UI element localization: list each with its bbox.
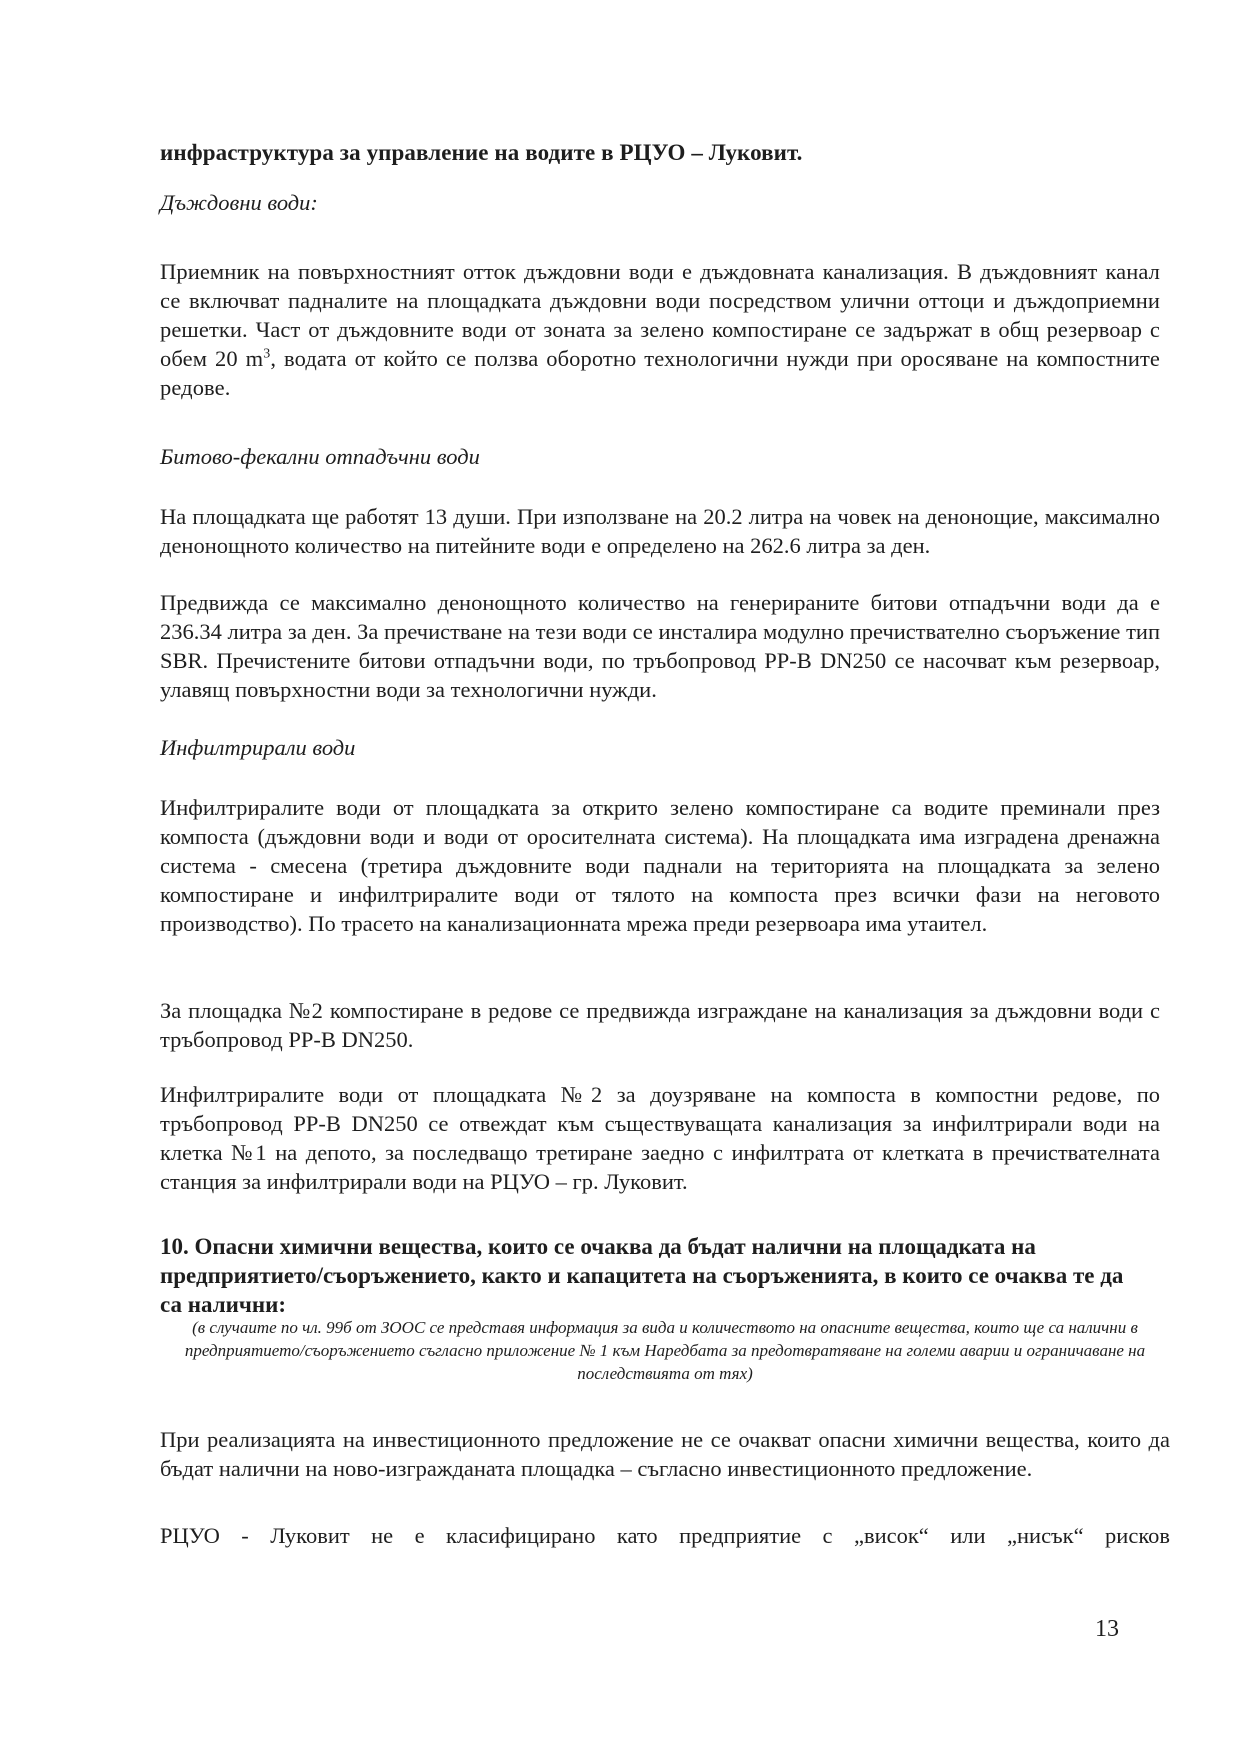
section-10-paragraph-1: При реализацията на инвестиционното предложение не се очакват опасни химични вещества, които да бъдат налични на ново-изгражданата площадка – съгласно инвестиционното предложение.: [160, 1427, 1170, 1481]
superscript-3: 3: [263, 346, 271, 362]
domestic-paragraph-1: На площадката ще работят 13 души. При използване на 20.2 литра на човек на денонощие, максимално денонощното количество на питейните води е определено на 262.6 литра за ден.: [160, 504, 1160, 558]
domestic-waste-water-subheading: Битово-фекални отпадъчни води: [160, 444, 480, 469]
rain-water-subheading: Дъждовни води:: [160, 190, 318, 215]
section-10-paragraph-2: РЦУО - Луковит не е класифицирано като предприятие с „висок“ или „нисък“ рисков: [160, 1523, 1170, 1548]
section-10-note: (в случаите по чл. 99б от ЗООС се представя информация за вида и количеството на опасните вещества, които ще са налични в предприятието/съоръжението съгласно приложение № 1 към Наредбата за предотвратяване на големи аварии и ограничаване на последствията от тях): [184, 1318, 1146, 1383]
infiltrated-paragraph-1: Инфилтриралите води от площадката за открито зелено компостиране са водите преминали през компоста (дъждовни води и води от оросителната система). На площадката има изградена дренажна система - смесена (третира дъждовните води паднали на територията на площадката за зелено компостиране и инфилтриралите води от тялото на компоста през всички фази на неговото производство). По трасето на канализационната мрежа преди резервоара има утаител.: [160, 795, 1160, 936]
infiltrated-paragraph-3: Инфилтриралите води от площадката №2 за доузряване на компоста в компостни редове, по тръбопровод PP-B DN250 се отвеждат към съществуващата канализация за инфилтрирали води на клетка №1 на депото, за последващо третиране заедно с инфилтрата от клетката в пречиствателната станция за инфилтрирали води на РЦУО – гр. Луковит.: [160, 1082, 1160, 1194]
rain-paragraph-text-end: , водата от който се ползва оборотно технологични нужди при оросяване на компостните редове.: [160, 346, 1160, 400]
page-number: 13: [1095, 1616, 1119, 1642]
infiltrated-paragraph-2: За площадка №2 компостиране в редове се предвижда изграждане на канализация за дъждовни води с тръбопровод PP-B DN250.: [160, 998, 1160, 1052]
rain-water-paragraph: [160, 257, 1160, 402]
top-heading: инфраструктура за управление на водите в РЦУО – Луковит.: [160, 140, 803, 165]
infiltrated-water-subheading: Инфилтрирали води: [160, 735, 356, 760]
section-10-heading: 10. Опасни химични вещества, които се очаква да бъдат налични на площадката на предприятието/съоръжението, както и капацитета на съоръженията, в които се очаква те да са налични:: [160, 1234, 1124, 1317]
rain-paragraph-text: Приемник на повърхностният отток дъждовни води е дъждовната канализация. В дъждовният канал се включват падналите на площадката дъждовни води посредством улични оттоци и дъждоприемни решетки. Част от дъждовните води от зоната за зелено компостиране се задържат в общ резервоар с обем 20 m: [160, 259, 1160, 371]
domestic-paragraph-2: Предвижда се максимално денонощното количество на генерираните битови отпадъчни води да е 236.34 литра за ден. За пречистване на тези води се инсталира модулно пречиствателно съоръжение тип SBR. Пречистените битови отпадъчни води, по тръбопровод PP-B DN250 се насочват към резервоар, улавящ повърхностни води за технологични нужди.: [160, 590, 1160, 702]
